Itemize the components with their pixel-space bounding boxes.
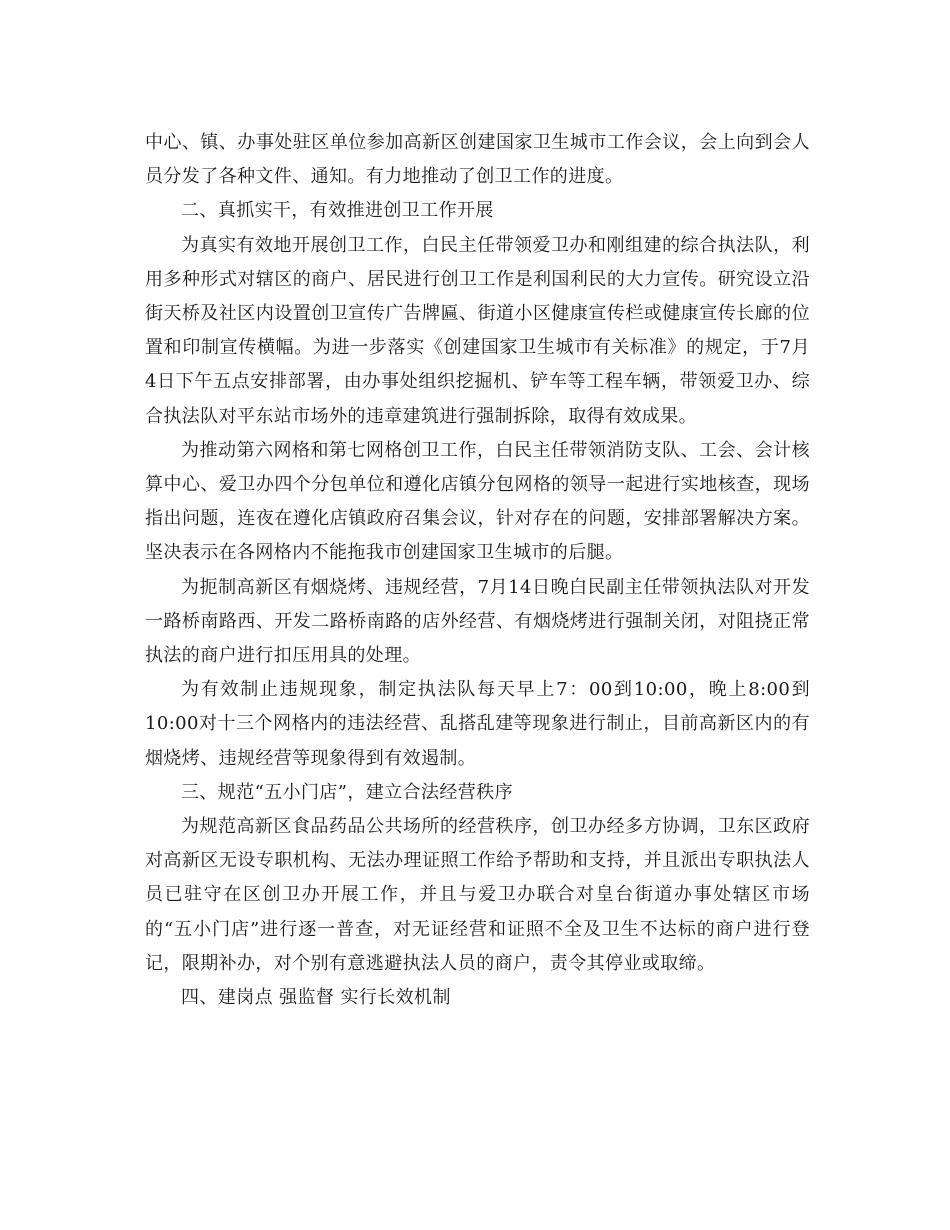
section-heading-3: 三、规范“五小门店”，建立合法经营秩序 bbox=[181, 781, 514, 803]
paragraph-continuation: 中心、镇、办事处驻区单位参加高新区创建国家卫生城市工作会议，会上向到会人员分发了各种文件、通知。有力地推动了创卫工作的进度。 bbox=[145, 132, 810, 188]
paragraph-grid-inspection: 为推动第六网格和第七网格创卫工作，白民主任带领消防支队、工会、会计核算中心、爱卫办四个分包单位和遵化店镇分包网格的领导一起进行实地核查，现场指出问题，连夜在遵化店镇政府召集会议，针对存在的问题，安排部署解决方案。坚决表示在各网格内不能拖我市创建国家卫生城市的后腿。 bbox=[145, 439, 810, 564]
paragraph-publicity: 为真实有效地开展创卫工作，白民主任带领爱卫办和刚组建的综合执法队，利用多种形式对辖区的商户、居民进行创卫工作是利国利民的大力宣传。研究设立沿街天桥及社区内设置创卫宣传广告牌匾、街道小区健康宣传栏或健康宣传长廊的位置和印制宣传横幅。为进一步落实《创建国家卫生城市有关标准》的规定，于7月4日下午五点安排部署，由办事处组织挖掘机、铲车等工程车辆，带领爱卫办、综合执法队对平东站市场外的违章建筑进行强制拆除，取得有效成果。 bbox=[145, 234, 810, 427]
paragraph-patrol-schedule: 为有效制止违规现象，制定执法队每天早上7：00到10:00，晚上8:00到10:00对十三个网格内的违法经营、乱搭乱建等现象进行制止，目前高新区内的有烟烧烤、违规经营等现象得到有效遏制。 bbox=[145, 679, 810, 769]
document-body bbox=[145, 126, 810, 1015]
section-heading-4: 四、建岗点 强监督 实行长效机制 bbox=[181, 987, 451, 1009]
section-heading-2: 二、真抓实干，有效推进创卫工作开展 bbox=[181, 200, 494, 222]
paragraph-five-small-shops: 为规范高新区食品药品公共场所的经营秩序，创卫办经多方协调，卫东区政府对高新区无设专职机构、无法办理证照工作给予帮助和支持，并且派出专职执法人员已驻守在区创卫办开展工作，并且与爱卫办联合对皇台街道办事处辖区市场的“五小门店”进行逐一普查，对无证经营和证照不全及卫生不达标的商户进行登记，限期补办，对个别有意逃避执法人员的商户，责令其停业或取缔。 bbox=[145, 816, 810, 974]
paragraph-barbecue-control: 为扼制高新区有烟烧烤、违规经营，7月14日晚白民副主任带领执法队对开发一路桥南路西、开发二路桥南路的店外经营、有烟烧烤进行强制关闭，对阻挠正常执法的商户进行扣压用具的处理。 bbox=[145, 576, 810, 667]
